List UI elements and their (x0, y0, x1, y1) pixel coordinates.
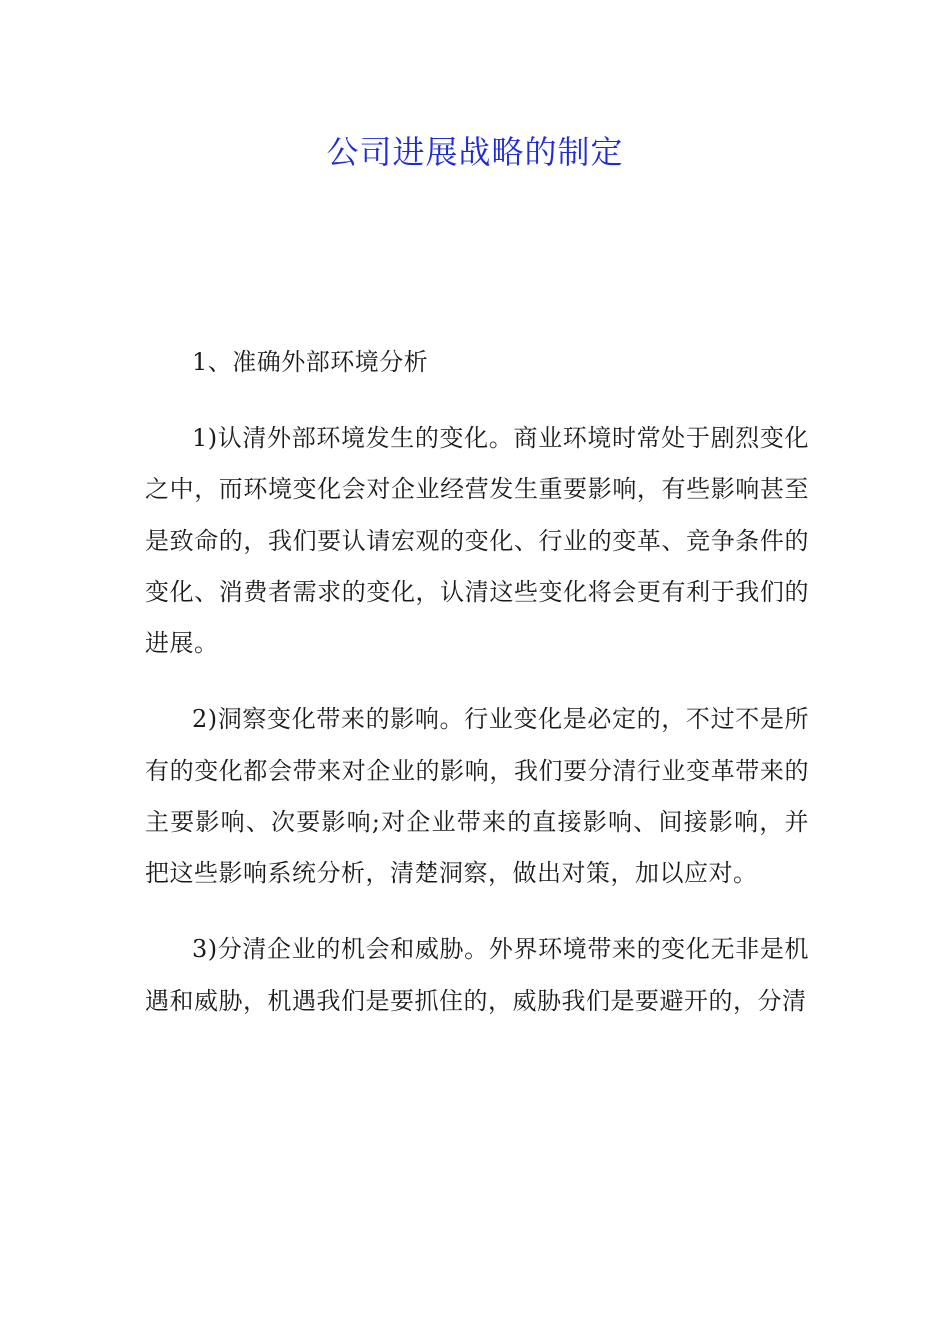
paragraph-2: 2)洞察变化带来的影响。行业变化是必定的，不过不是所有的变化都会带来对企业的影响，我们要分清行业变革带来的主要影响、次要影响;对企业带来的直接影响、间接影响，并把这些影响系统分析，清楚洞察，做出对策，加以应对。 (145, 705, 809, 888)
document-body (145, 337, 809, 1052)
section-heading: 1、准确外部环境分析 (192, 348, 429, 376)
document-title: 公司进展战略的制定 (326, 133, 624, 171)
paragraph-1: 1)认清外部环境发生的变化。商业环境时常处于剧烈变化之中，而环境变化会对企业经营发生重要影响，有些影响甚至是致命的，我们要认请宏观的变化、行业的变革、竞争条件的变化、消费者需求的变化，认清这些变化将会更有利于我们的进展。 (145, 424, 809, 658)
paragraph-3: 3)分清企业的机会和威胁。外界环境带来的变化无非是机遇和威胁，机遇我们是要抓住的，威胁我们是要避开的，分清 (145, 935, 809, 1015)
